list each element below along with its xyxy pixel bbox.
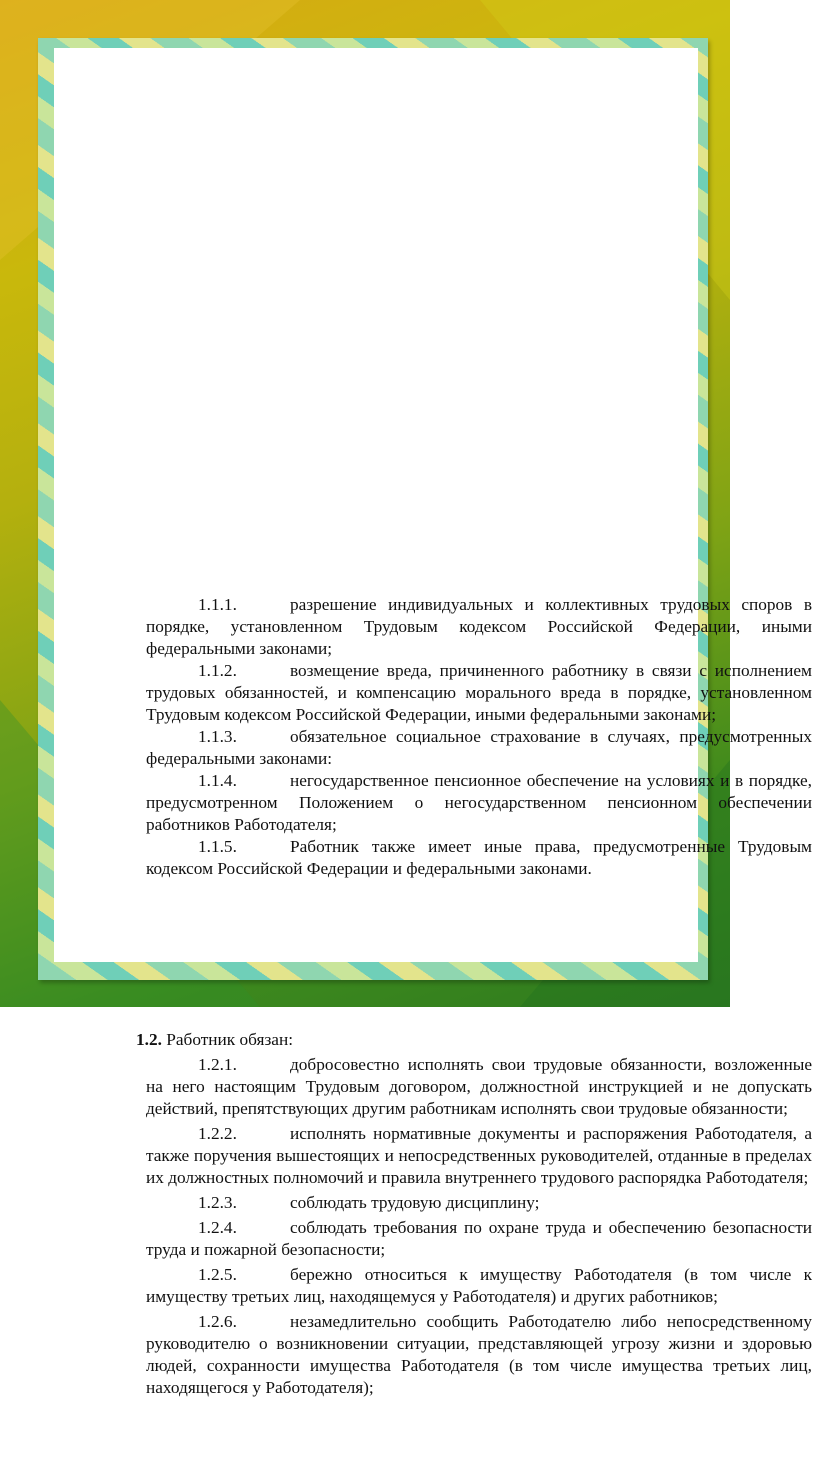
item-number: 1.2.2. [198,1124,237,1143]
section-number: 1.2. [136,1030,162,1049]
item-text: негосударственное пенсионное обеспечение на условиях и в порядке, предусмотренном Положением о негосударственном пенсионном обеспечении работников Работодателя; [146,771,812,834]
section-1-2-list [146,1054,812,1399]
section-1-1-list [146,594,812,880]
item-text: Работник также имеет иные права, предусмотренные Трудовым кодексом Российской Федерации и федеральными законами. [146,837,812,878]
item-text: обязательное социальное страхование в случаях, предусмотренных федеральными законами: [146,727,812,768]
list-item [146,1217,812,1261]
item-text: соблюдать трудовую дисциплину; [290,1193,540,1212]
item-text: незамедлительно сообщить Работодателю либо непосредственному руководителю о возникновении ситуации, представляющей угрозу жизни и здоровью людей, сохранности имущества Работодателя (в том числе имущества третьих лиц, находящегося у Работодателя); [146,1312,812,1397]
item-number: 1.1.2. [198,661,237,680]
list-item [146,770,812,836]
item-text: разрешение индивидуальных и коллективных трудовых споров в порядке, установленном Трудовым кодексом Российской Федерации, иными федеральными законами; [146,595,812,658]
item-text: возмещение вреда, причиненного работнику в связи с исполнением трудовых обязанностей, и компенсацию морального вреда в порядке, установленном Трудовым кодексом Российской Федерации, иными федеральными законами; [146,661,812,724]
list-item [146,836,812,880]
item-text: добросовестно исполнять свои трудовые обязанности, возложенные на него настоящим Трудовым договором, должностной инструкцией и не допускать действий, препятствующих другим работникам исполнять свои трудовые обязанности; [146,1055,812,1118]
item-text: исполнять нормативные документы и распоряжения Работодателя, а также поручения вышестоящих и непосредственных руководителей, отданные в пределах их должностных полномочий и правила внутреннего трудового распорядка Работодателя; [146,1124,812,1187]
item-number: 1.2.4. [198,1218,237,1237]
item-number: 1.1.5. [198,837,237,856]
item-number: 1.2.5. [198,1265,237,1284]
item-number: 1.1.4. [198,771,237,790]
list-item [146,726,812,770]
section-1-2 [136,1029,812,1402]
item-text: соблюдать требования по охране труда и обеспечению безопасности труда и пожарной безопасности; [146,1218,812,1259]
item-number: 1.2.3. [198,1193,237,1212]
section-1-2-heading [136,1029,812,1051]
list-item [146,594,812,660]
list-item [146,1264,812,1308]
list-item [146,1311,812,1399]
item-text: бережно относиться к имуществу Работодателя (в том числе к имуществу третьих лиц, находящемуся у Работодателя) и других работников; [146,1265,812,1306]
item-number: 1.1.1. [198,595,237,614]
section-title: Работник обязан: [166,1030,293,1049]
list-item [146,1054,812,1120]
item-number: 1.1.3. [198,727,237,746]
item-number: 1.2.6. [198,1312,237,1331]
list-item [146,1192,812,1214]
list-item [146,1123,812,1189]
item-number: 1.2.1. [198,1055,237,1074]
list-item [146,660,812,726]
